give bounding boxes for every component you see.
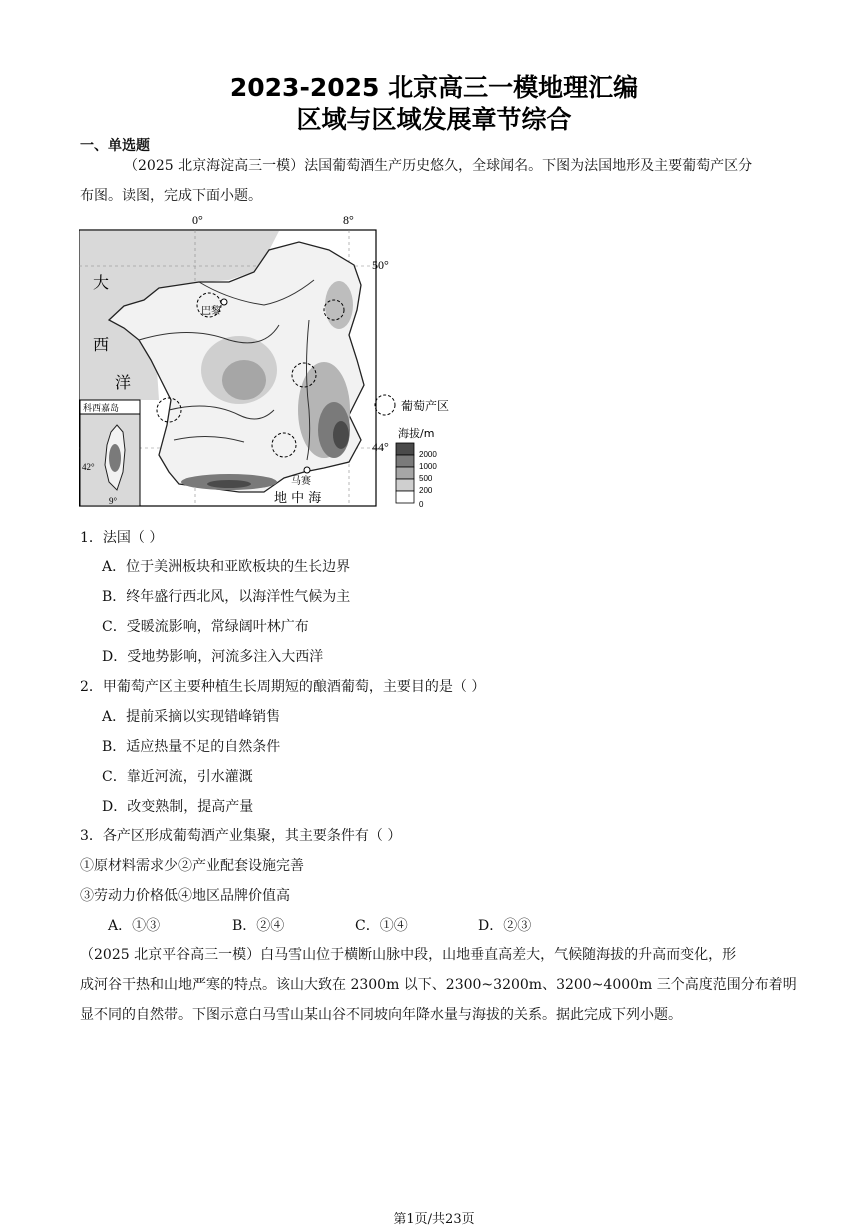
q3-choice-a: A．①③ [108,918,161,934]
q3-choice-d: D．②③ [478,918,532,934]
legend-level-1000: 1000 [419,462,437,471]
passage2-line3: 显不同的自然带。下图示意白马雪山某山谷不同坡向年降水量与海拔的关系。据此完成下列小题。 [80,1007,682,1023]
city-marseille-marker [304,467,310,473]
inset-lon-label: 9° [109,496,118,506]
ocean-char-2: 西 [93,335,110,354]
legend-level-2000: 2000 [419,450,437,459]
q2-stem: 2．甲葡萄产区主要种植生长周期短的酿酒葡萄，主要目的是（ ） [80,679,486,695]
q1-option-d: D．受地势影响，河流多注入大西洋 [102,649,324,665]
ocean-char-3: 洋 [115,373,132,392]
q1-option-a: A．位于美洲板块和亚欧板块的生长边界 [102,559,351,575]
legend-level-200: 200 [419,486,433,495]
france-map-figure [79,210,471,512]
q3-stem: 3．各产区形成葡萄酒产业集聚，其主要条件有（ ） [80,828,402,844]
q3-choice-c: C．①④ [355,918,408,934]
city-paris-marker [221,299,227,305]
legend-grape-label: 葡萄产区 [401,399,450,413]
inset-title: 科西嘉岛 [83,404,120,414]
passage1-line1: （2025 北京海淀高三一模）法国葡萄酒生产历史悠久，全球闻名。下图为法国地形及主要葡萄产区分 [124,158,753,174]
sea-label: 地 中 海 [274,491,322,506]
map-lon-label-0: 0° [192,213,203,227]
page-footer: 第1页/共23页 [393,1212,475,1227]
map-lat-label-44: 44° [372,440,389,454]
q2-option-c: C．靠近河流，引水灌溉 [102,769,253,785]
map-lon-label-8: 8° [343,213,354,227]
q2-option-a: A．提前采摘以实现错峰销售 [102,709,281,725]
q1-option-c: C．受暖流影响，常绿阔叶林广布 [102,619,309,635]
q1-stem: 1．法国（ ） [80,530,164,546]
city-marseille-label: 马赛 [291,476,311,487]
inset-lat-label: 42° [82,462,95,472]
q3-conditions-2: ③劳动力价格低④地区品牌价值高 [80,888,290,904]
q3-choice-b: B．②④ [232,918,285,934]
page-title-line2: 区域与区域发展章节综合 [296,105,572,134]
q1-option-b: B．终年盛行西北风，以海洋性气候为主 [102,589,351,605]
passage1-line2: 布图。读图，完成下面小题。 [80,188,262,204]
section-title: 一、单选题 [80,138,150,154]
city-paris-label: 巴黎 [201,306,221,317]
legend-level-500: 500 [419,474,433,483]
q3-conditions-1: ①原材料需求少②产业配套设施完善 [80,858,304,874]
legend-grape-symbol [375,395,395,415]
legend-elev-swatches [396,443,414,503]
legend-level-0: 0 [419,500,424,509]
page-title-line1: 2023-2025 北京高三一模地理汇编 [229,73,639,102]
passage2-line1: （2025 北京平谷高三一模）白马雪山位于横断山脉中段，山地垂直高差大，气候随海拔的升高而变化，形 [80,947,737,963]
map-lat-label-50: 50° [372,258,389,272]
ocean-char-1: 大 [93,273,110,292]
q2-option-b: B．适应热量不足的自然条件 [102,739,281,755]
q2-option-d: D．改变熟制，提高产量 [102,799,254,815]
legend-elev-title: 海拔/m [398,427,435,440]
passage2-line2: 成河谷干热和山地严寒的特点。该山大致在 2300m 以下、2300~3200m、3200~4000m 三个高度范围分布着明 [80,977,797,993]
